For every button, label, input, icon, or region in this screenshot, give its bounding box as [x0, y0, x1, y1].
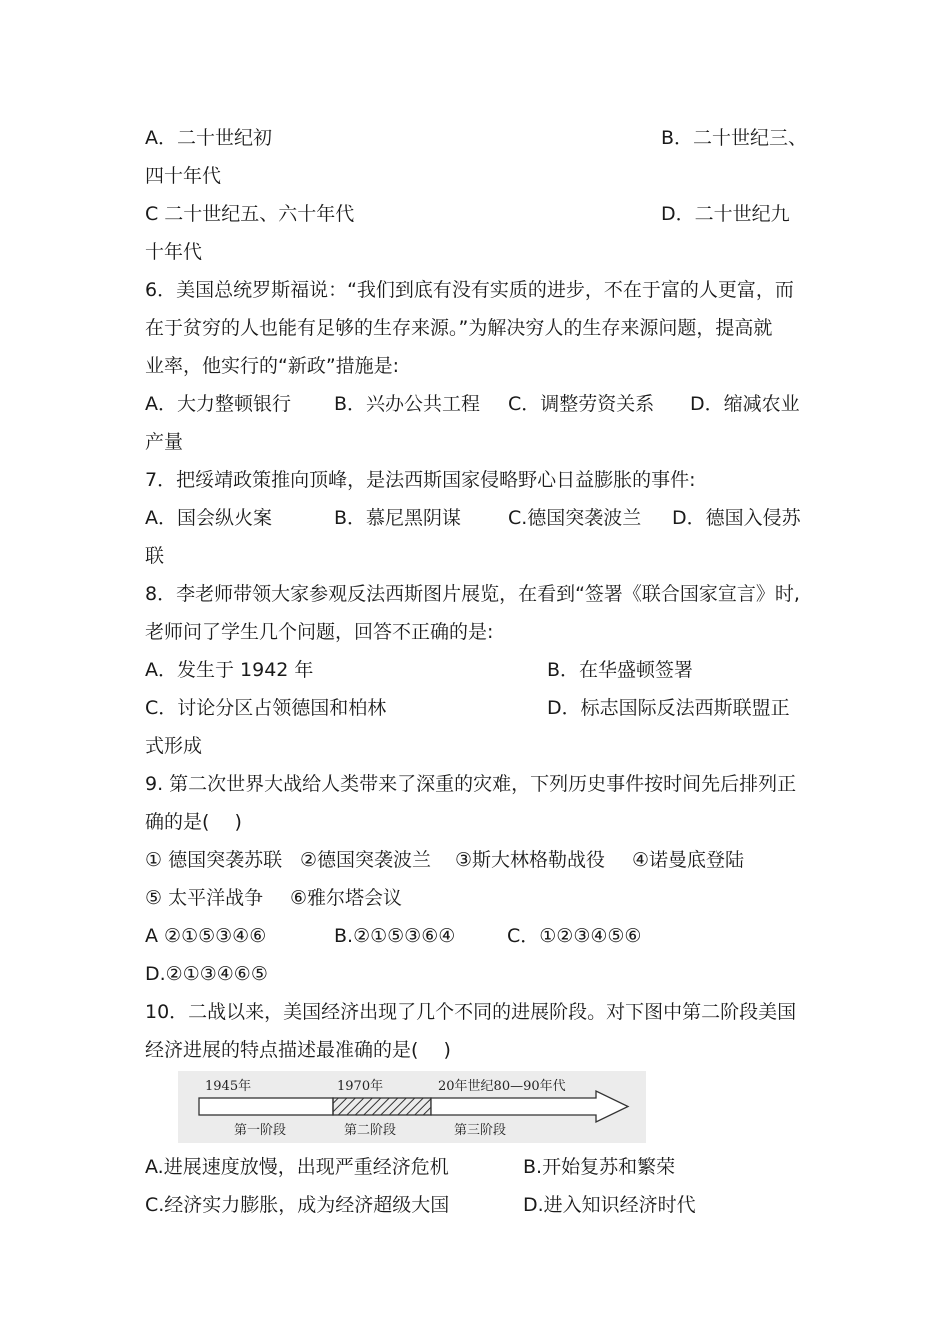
q5-option-d-continued: 十年代 — [145, 241, 203, 263]
q6-stem-line2: 在于贫穷的人也能有足够的生存来源。”为解决穷人的生存来源问题，提高就 — [145, 317, 773, 339]
timeline-year-1970: 1970年 — [337, 1079, 384, 1094]
q10-option-a: A.进展速度放慢，出现严重经济危机 — [145, 1156, 449, 1178]
q7-option-d-continued: 联 — [145, 545, 165, 567]
q9-option-a: A ②①⑤③④⑥ — [145, 925, 267, 947]
q7-option-b: B．慕尼黑阴谋 — [334, 507, 462, 529]
q7-option-c: C.德国突袭波兰 — [508, 507, 642, 529]
stage3-arrow — [431, 1091, 628, 1122]
q9-event-4: ④诺曼底登陆 — [632, 849, 745, 871]
q9-option-c: C．①②③④⑤⑥ — [507, 925, 642, 947]
q6-option-a: A．大力整顿银行 — [145, 393, 291, 415]
stage1-segment — [199, 1098, 333, 1115]
q8-option-a: A．发生于 1942 年 — [145, 659, 314, 681]
timeline-year-1945: 1945年 — [205, 1079, 252, 1094]
q9-stem-line2: 确的是( ) — [145, 811, 242, 833]
q10-stem-line1: 10．二战以来，美国经济出现了几个不同的进展阶段。对下图中第二阶段美国 — [145, 1001, 797, 1023]
q5-option-a: A．二十世纪初 — [145, 127, 272, 149]
q7-stem-line1: 7．把绥靖政策推向顶峰，是法西斯国家侵略野心日益膨胀的事件: — [145, 469, 696, 491]
stage2-segment — [333, 1098, 431, 1115]
q9-option-b: B.②①⑤③⑥④ — [334, 925, 456, 947]
q8-stem-line2: 老师问了学生几个问题，回答不正确的是: — [145, 621, 494, 643]
q9-event-3: ③斯大林格勒战役 — [455, 849, 606, 871]
q9-event-6: ⑥雅尔塔会议 — [290, 887, 403, 909]
q9-event-2: ②德国突袭波兰 — [300, 849, 432, 871]
q7-option-a: A．国会纵火案 — [145, 507, 272, 529]
q10-stem-line2: 经济进展的特点描述最准确的是( ) — [145, 1039, 451, 1061]
q9-event-5: ⑤ 太平洋战争 — [145, 887, 264, 909]
q5-option-d: D．二十世纪九 — [661, 203, 790, 225]
timeline-stage-3-label: 第三阶段 — [454, 1123, 507, 1138]
q7-option-d: D．德国入侵苏 — [672, 507, 801, 529]
q9-option-d: D.②①③④⑥⑤ — [145, 963, 268, 985]
q8-option-d: D．标志国际反法西斯联盟正 — [547, 697, 790, 719]
timeline-year-80s-90s: 20年世纪80—90年代 — [438, 1079, 566, 1094]
q6-stem-line3: 业率，他实行的“新政”措施是: — [145, 355, 400, 377]
timeline-stage-1-label: 第一阶段 — [234, 1123, 287, 1138]
q10-option-d: D.进入知识经济时代 — [523, 1194, 696, 1216]
economy-timeline-figure — [178, 1071, 646, 1143]
q8-option-b: B．在华盛顿签署 — [547, 659, 694, 681]
q5-option-c: C 二十世纪五、六十年代 — [145, 203, 355, 225]
timeline-stage-2-label: 第二阶段 — [344, 1123, 397, 1138]
q6-stem-line1: 6．美国总统罗斯福说：“我们到底有没有实质的进步，不在于富的人更富，而 — [145, 279, 794, 301]
q10-option-c: C.经济实力膨胀，成为经济超级大国 — [145, 1194, 450, 1216]
q6-option-d-continued: 产量 — [145, 431, 184, 453]
q6-option-d: D．缩减农业 — [690, 393, 800, 415]
q9-event-1: ① 德国突袭苏联 — [145, 849, 283, 871]
q5-option-b-continued: 四十年代 — [145, 165, 222, 187]
q6-option-b: B．兴办公共工程 — [334, 393, 481, 415]
q8-option-c: C．讨论分区占领德国和柏林 — [145, 697, 387, 719]
q8-stem-line1: 8．李老师带领大家参观反法西斯图片展览，在看到“签署《联合国家宣言》时, — [145, 583, 800, 605]
q8-option-d-continued: 式形成 — [145, 735, 203, 757]
q10-option-b: B.开始复苏和繁荣 — [523, 1156, 676, 1178]
q5-option-b: B．二十世纪三、 — [661, 127, 808, 149]
q9-stem-line1: 9. 第二次世界大战给人类带来了深重的灾难，下列历史事件按时间先后排列正 — [145, 773, 797, 795]
q6-option-c: C．调整劳资关系 — [508, 393, 655, 415]
